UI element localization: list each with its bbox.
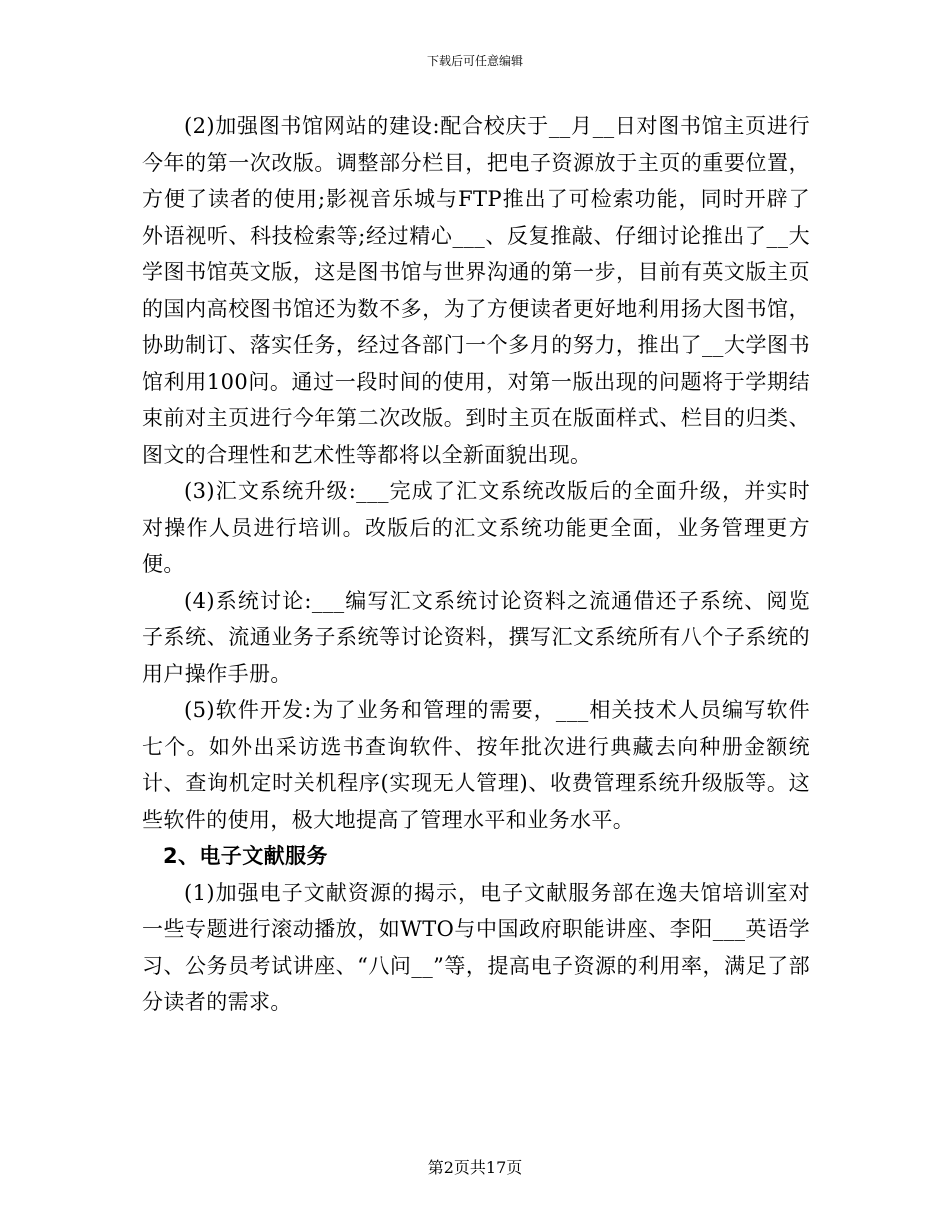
paragraph-website-construction: (2)加强图书馆网站的建设:配合校庆于__月__日对图书馆主页进行今年的第一次改版。调整部分栏目，把电子资源放于主页的重要位置，方便了读者的使用;影视音乐城与FTP推出了可检索功能，同时开辟了外语视听、科技检索等;经过精心___、反复推敲、仔细讨论推出了__大学图书馆英文版，这是图书馆与世界沟通的第一步，目前有英文版主页的国内高校图书馆还为数不多，为了方便读者更好地利用扬大图书馆，协助制订、落实任务，经过各部门一个多月的努力，推出了__大学图书馆利用100问。通过一段时间的使用，对第一版出现的问题将于学期结束前对主页进行今年第二次改版。到时主页在版面样式、栏目的归类、图文的合理性和艺术性等都将以全新面貌出现。 (142, 114, 810, 467)
paragraph-system-discussion: (4)系统讨论:___编写汇文系统讨论资料之流通借还子系统、阅览子系统、流通业务子系统等讨论资料，撰写汇文系统所有八个子系统的用户操作手册。 (142, 588, 810, 686)
paragraph-system-upgrade: (3)汇文系统升级:___完成了汇文系统改版后的全面升级，并实时对操作人员进行培训。改版后的汇文系统功能更全面，业务管理更方便。 (142, 479, 810, 576)
paragraph-software-development: (5)软件开发:为了业务和管理的需要，___相关技术人员编写软件七个。如外出采访选书查询软件、按年批次进行典藏去向种册金额统计、查询机定时关机程序(实现无人管理)、收费管理系统升级版等。这些软件的使用，极大地提高了管理水平和业务水平。 (142, 698, 810, 832)
page-header: 下载后可任意编辑 (426, 54, 523, 68)
page-number: 第2页共17页 (427, 1158, 523, 1177)
document-body (142, 108, 810, 1021)
section-heading: 2、电子文献服务 (163, 844, 328, 868)
paragraph-e-resources: (1)加强电子文献资源的揭示，电子文献服务部在逸夫馆培训室对一些专题进行滚动播放，如WTO与中国政府职能讲座、李阳___英语学习、公务员考试讲座、“八问__”等，提高电子资源的利用率，满足了部分读者的需求。 (142, 880, 810, 1014)
